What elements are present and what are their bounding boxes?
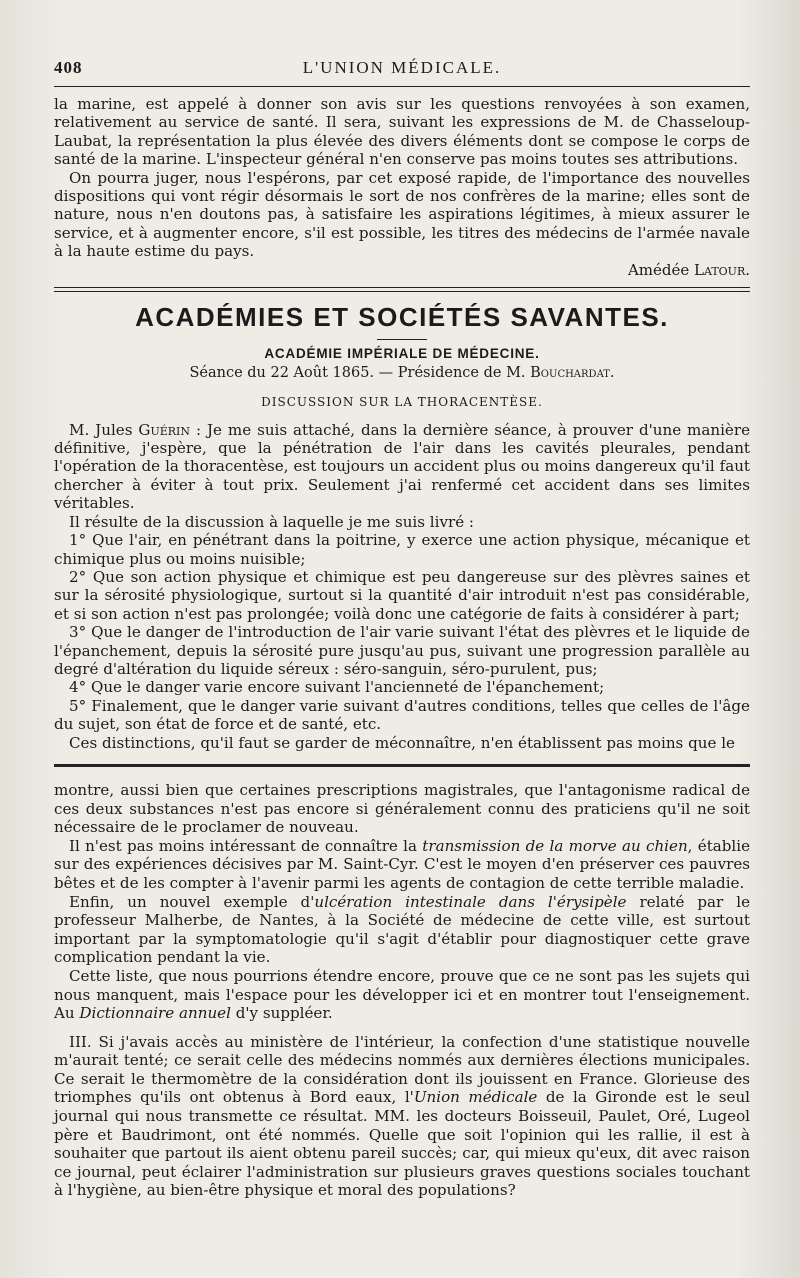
speaker-paragraph: M. Jules Guérin : Je me suis attaché, dans la dernière séance, à prouver d'une manière définitive, j'espère, que la pénétration de l'air dans les cavités pleurales, pendant l'opération de la thoracentèse, est toujours un accident plus ou moins dangereux qu'il faut chercher à éviter à tout prix. Seulement j'ai renfermé cet accident dans ses limites véritables.: [54, 420, 750, 513]
result-paragraph: Il résulte de la discussion à laquelle je me suis livré :: [69, 512, 475, 531]
section-divider: [54, 287, 750, 292]
list-item-1: 1° Que l'air, en pénétrant dans la poitrine, y exerce une action physique, mécanique et chimique plus ou moins nuisible;: [54, 531, 750, 568]
paragraph-gap: [54, 1023, 750, 1033]
signature: Amédée Latour.: [627, 260, 750, 279]
running-head: [54, 58, 750, 84]
journal-title: L'UNION MÉDICALE.: [302, 58, 502, 77]
page-number: 408: [54, 58, 83, 77]
top-paragraph-2: On pourra juger, nous l'espérons, par cet exposé rapide, de l'importance des nouvelles dispositions qui vont régir désormais le sort de nos confrères de la marine; elles sont de nature, nous n'en doutons pas, à satisfaire les aspirations légitimes, à mieux assurer le service, et à augmenter encore, s'il est possible, les titres des médecins de l'armée navale à la haute estime du pays.: [54, 168, 750, 261]
lower-paragraph-1: montre, aussi bien que certaines prescriptions magistrales, que l'antagonisme radical de ces deux substances n'est pas encore si généralement connu des praticiens qu'il ne soit nécessaire de le proclamer de nouveau.: [54, 780, 750, 837]
president-name: Bouchardat.: [530, 364, 615, 381]
list-item-3: 3° Que le danger de l'introduction de l'air varie suivant l'état des plèvres et le liquide de l'épanchement, depuis la sérosité pure jusqu'au pus, suivant une progression parallèle au degré d'altération du liquide séreux : séro-sanguin, séro-purulent, pus;: [54, 623, 750, 678]
list-item-2: 2° Que son action physique et chimique est peu dangereuse sur des plèvres saines et sur la sérosité physiologique, surtout si la quantité d'air introduit n'est pas considérable, et si son action n'est pas prolongée; voilà donc une catégorie de faits à considérer à part;: [54, 567, 750, 623]
lower-paragraph-2: Il n'est pas moins intéressant de connaître la transmission de la morve au chien, établie sur des expériences décisives par M. Saint-Cyr. C'est le moyen d'en préserver ces pauvres bêtes et de les compter à l'avenir parmi les agents de contagion de cette terrible maladie.: [54, 836, 751, 892]
section-title: ACADÉMIES ET SOCIÉTÉS SAVANTES.: [135, 301, 669, 332]
lower-paragraph-3: Enfin, un nouvel exemple d'ulcération intestinale dans l'érysipèle relaté par le professeur Malherbe, de Nantes, à la Société de médecine de cette ville, est surtout important par la symptomatologie qu'il s'agit d'établir pour diagnostiquer cette grave complication pendant la vie.: [54, 892, 750, 967]
academy-heading: ACADÉMIE IMPÉRIALE DE MÉDECINE.: [264, 345, 540, 361]
signature-line: [54, 261, 750, 279]
feuilleton-rule: [54, 764, 750, 767]
list-item-4: 4° Que le danger varie encore suivant l'ancienneté de l'épanchement;: [69, 678, 605, 697]
list-item-5: 5° Finalement, que le danger varie suivant d'autres conditions, telles que celles de l'âge du sujet, son état de force et de santé, etc.: [54, 696, 750, 734]
short-rule: [377, 339, 427, 340]
seance-line: Séance du 22 Août 1865. — Présidence de M. Bouchardat.: [189, 364, 615, 381]
lower-column: [54, 781, 750, 1200]
header-rule: [54, 86, 750, 87]
lower-paragraph-4: Cette liste, que nous pourrions étendre encore, prouve que ce ne sont pas les sujets qui nous manquent, mais l'espace pour les développer ici et en montrer tout l'enseignement. Au Dictionnaire annuel d'y suppléer.: [54, 966, 750, 1023]
top-paragraph-1: la marine, est appelé à donner son avis sur les questions renvoyées à son examen, relativement au service de santé. Il sera, suivant les expressions de M. de Chasseloup-Laubat, la représentation la plus élevée des divers éléments dont se compose le corps de santé de la marine. L'inspecteur général n'en conserve pas moins toutes ses attributions.: [54, 95, 750, 169]
lower-paragraph-5: III. Si j'avais accès au ministère de l'intérieur, la confection d'une statistique nouvelle m'aurait tenté; ce serait celle des médecins nommés aux dernières élections municipales. Ce serait le thermomètre de la considération dont ils jouissent en France. Glorieuse des triomphes qu'ils ont obtenus à Bord eaux, l'Union médicale de la Gironde est le seul journal qui nous transmette ce résultat. MM. les docteurs Boisseuil, Paulet, Oré, Lugeol père et Baudrimont, ont été nommés. Quelle que soit l'opinion qui les rallie, il est à souhaiter que partout ils aient obtenu pareil succès; car, qui mieux qu'eux, dit avec raison ce journal, peut éclairer l'administration sur plusieurs graves questions sociales touchant à l'hygiène, au bien-être physique et moral des populations?: [54, 1032, 750, 1200]
distinctions-paragraph: Ces distinctions, qu'il faut se garder de méconnaître, n'en établissent pas moins que le: [69, 733, 735, 752]
discussion-heading: DISCUSSION SUR LA THORACENTÈSE.: [261, 394, 543, 409]
speaker-name: Guérin: [138, 420, 191, 439]
